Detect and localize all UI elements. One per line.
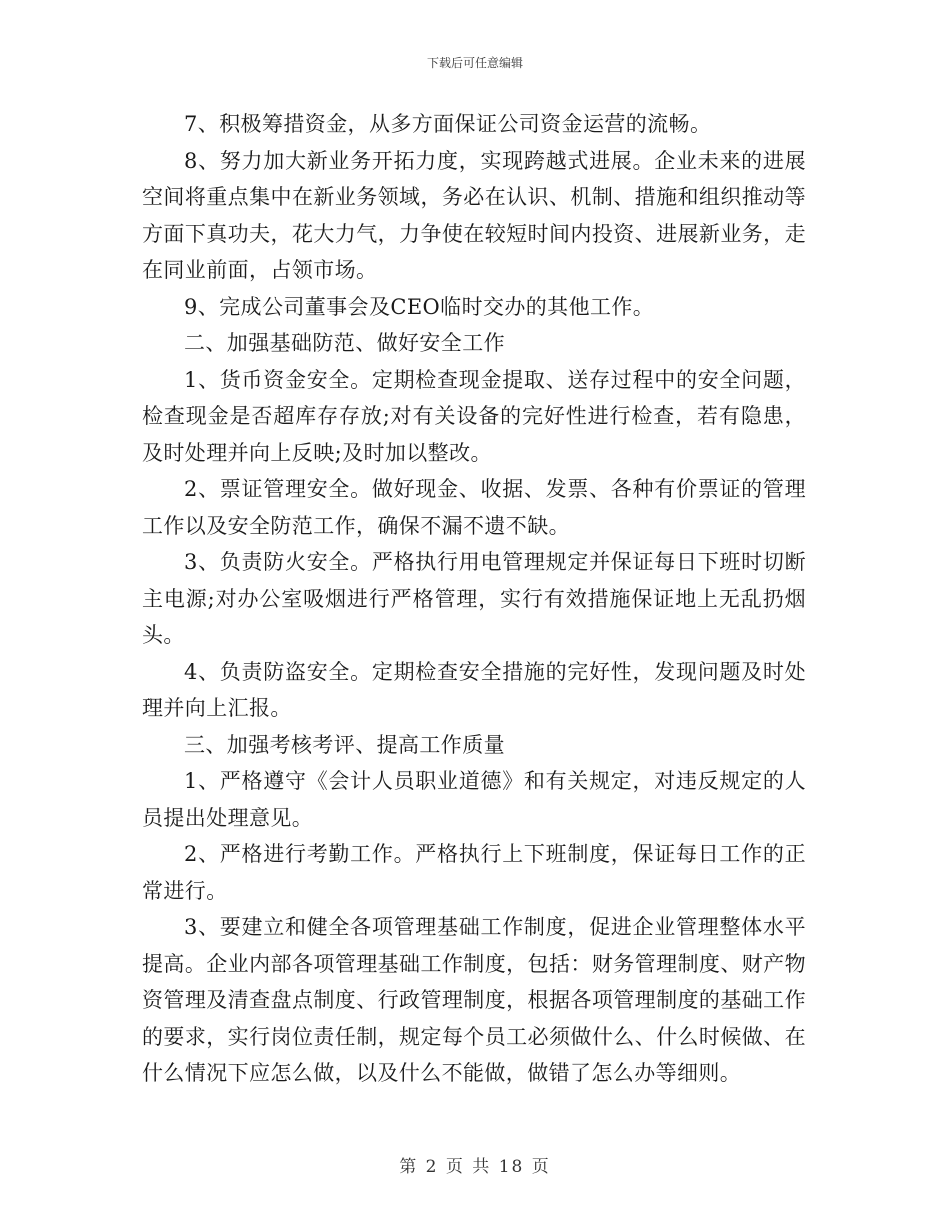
page-header: 下载后可任意编辑: [426, 56, 523, 70]
paragraph-attendance: 2、严格进行考勤工作。严格执行上下班制度，保证每日工作的正常进行。: [142, 842, 806, 903]
paragraph-item-8: 8、努力加大新业务开拓力度，实现跨越式进展。企业未来的进展空间将重点集中在新业务领域，务必在认识、机制、措施和组织推动等方面下真功夫，花大力气，力争使在较短时间内投资、进展新业务，走在同业前面，占领市场。: [142, 148, 806, 282]
document-body: [142, 106, 806, 1092]
paragraph-theft-safety: 4、负责防盗安全。定期检查安全措施的完好性，发现问题及时处理并向上汇报。: [142, 659, 806, 720]
paragraph-management-system: 3、要建立和健全各项管理基础工作制度，促进企业管理整体水平提高。企业内部各项管理基础工作制度，包括：财务管理制度、财产物资管理及清查盘点制度、行政管理制度，根据各项管理制度的基础工作的要求，实行岗位责任制，规定每个员工必须做什么、什么时候做、在什么情况下应怎么做，以及什么不能做，做错了怎么办等细则。: [142, 915, 806, 1085]
paragraph-item-7: 7、积极筹措资金，从多方面保证公司资金运营的流畅。: [184, 112, 712, 136]
paragraph-ticket-safety: 2、票证管理安全。做好现金、收据、发票、各种有价票证的管理工作以及安全防范工作，确保不漏不遗不缺。: [142, 477, 806, 538]
paragraph-fire-safety: 3、负责防火安全。严格执行用电管理规定并保证每日下班时切断主电源;对办公室吸烟进行严格管理，实行有效措施保证地上无乱扔烟头。: [142, 550, 806, 647]
section-heading-3: 三、加强考核考评、提高工作质量: [184, 732, 505, 757]
paragraph-ethics: 1、严格遵守《会计人员职业道德》和有关规定，对违反规定的人员提出处理意见。: [142, 769, 806, 830]
paragraph-item-9: 9、完成公司董事会及CEO临时交办的其他工作。: [184, 294, 655, 319]
page-footer: 第 2 页 共 18 页: [399, 1157, 551, 1177]
section-heading-2: 二、加强基础防范、做好安全工作: [184, 331, 505, 355]
paragraph-currency-safety: 1、货币资金安全。定期检查现金提取、送存过程中的安全问题，检查现金是否超库存存放;对有关设备的完好性进行检查，若有隐患，及时处理并向上反映;及时加以整改。: [142, 367, 806, 465]
